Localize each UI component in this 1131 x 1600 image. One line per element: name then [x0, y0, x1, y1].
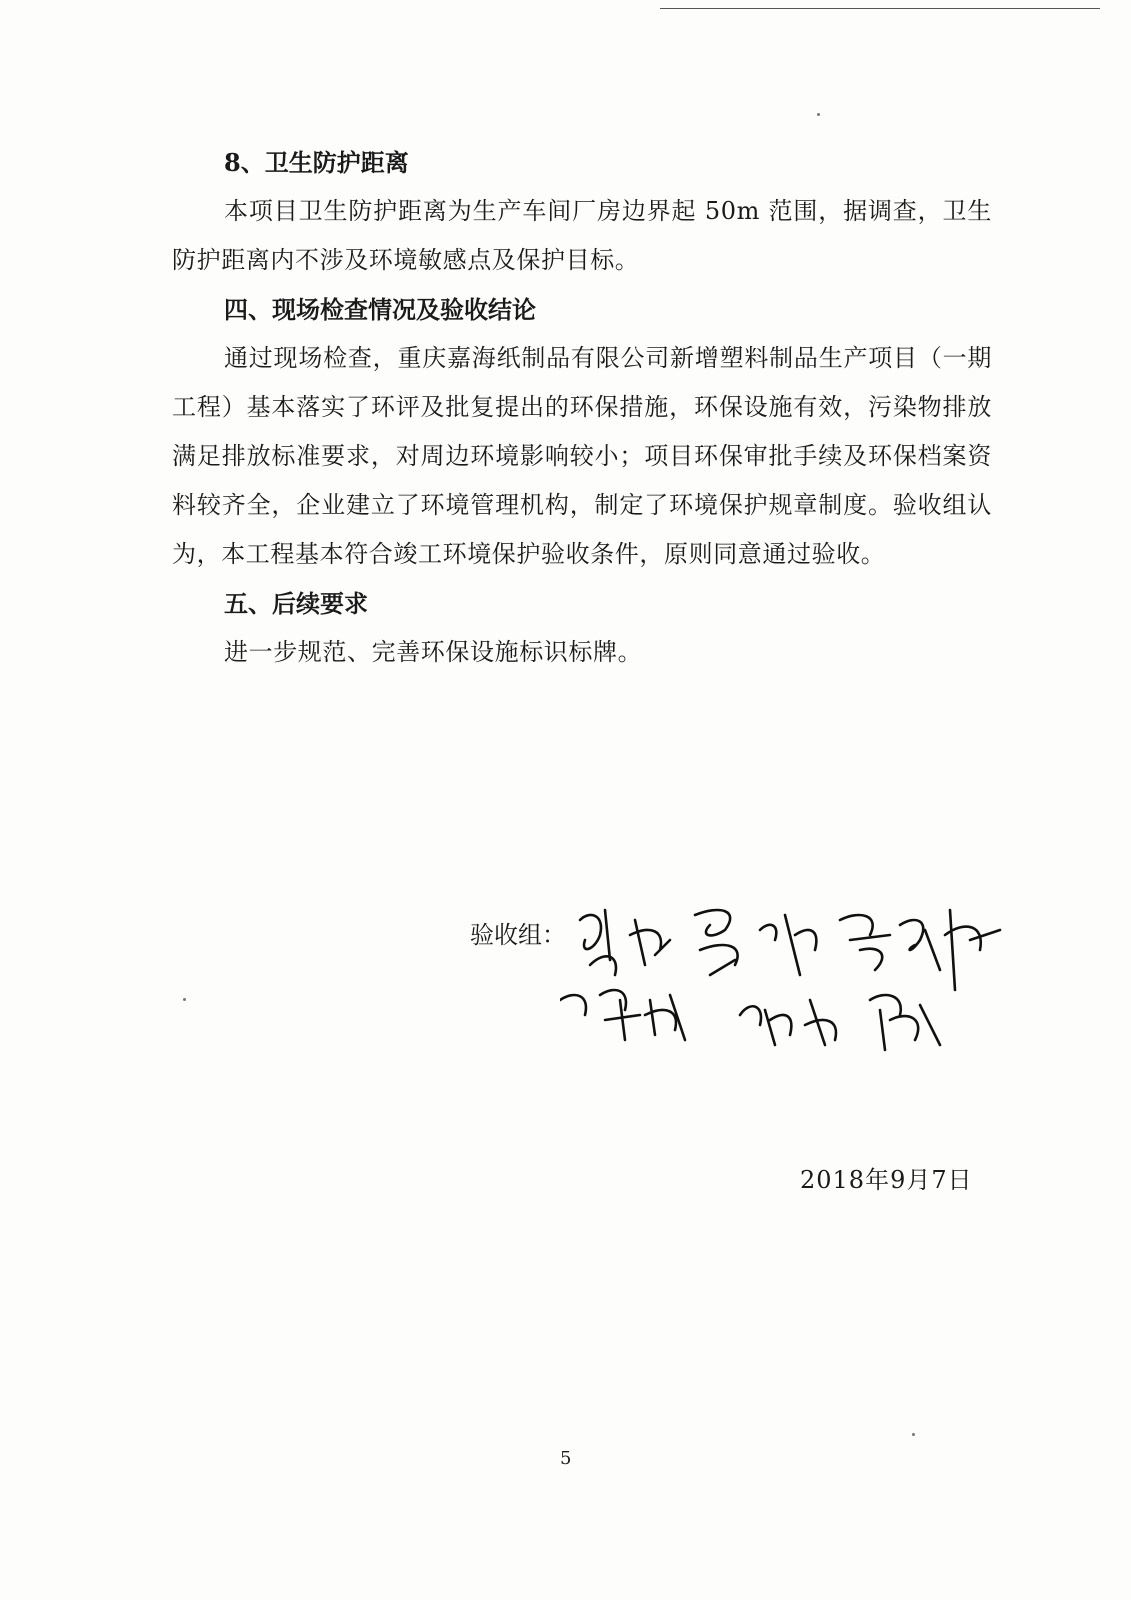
page-number: 5	[560, 1448, 572, 1469]
scan-speck	[183, 998, 186, 1001]
document-body	[172, 138, 992, 677]
paragraph-follow-up: 进一步规范、完善环保设施标识标牌。	[224, 638, 643, 666]
section-heading-inspection-conclusion: 四、现场检查情况及验收结论	[224, 295, 536, 324]
paragraph-inspection-conclusion: 通过现场检查，重庆嘉海纸制品有限公司新增塑料制品生产项目（一期工程）基本落实了环评及批复提出的环保措施，环保设施有效，污染物排放满足排放标准要求，对周边环境影响较小；项目环保审批手续及环保档案资料较齐全，企业建立了环境管理机构，制定了环境保护规章制度。验收组认为，本工程基本符合竣工环境保护验收条件，原则同意通过验收。	[172, 344, 992, 568]
paragraph-hygiene-distance: 本项目卫生防护距离为生产车间厂房边界起 50m 范围，据调查，卫生防护距离内不涉及环境敏感点及保护目标。	[172, 197, 992, 274]
handwritten-signatures	[560, 880, 1020, 1080]
signature-label: 验收组：	[470, 921, 566, 949]
scan-speck	[912, 1433, 915, 1436]
section-heading-follow-up: 五、后续要求	[224, 589, 368, 618]
scan-edge-line	[660, 8, 1100, 9]
scan-speck	[817, 113, 820, 116]
section-heading-hygiene-distance: 8、卫生防护距离	[224, 148, 409, 177]
document-date: 2018年9月7日	[800, 1166, 973, 1194]
